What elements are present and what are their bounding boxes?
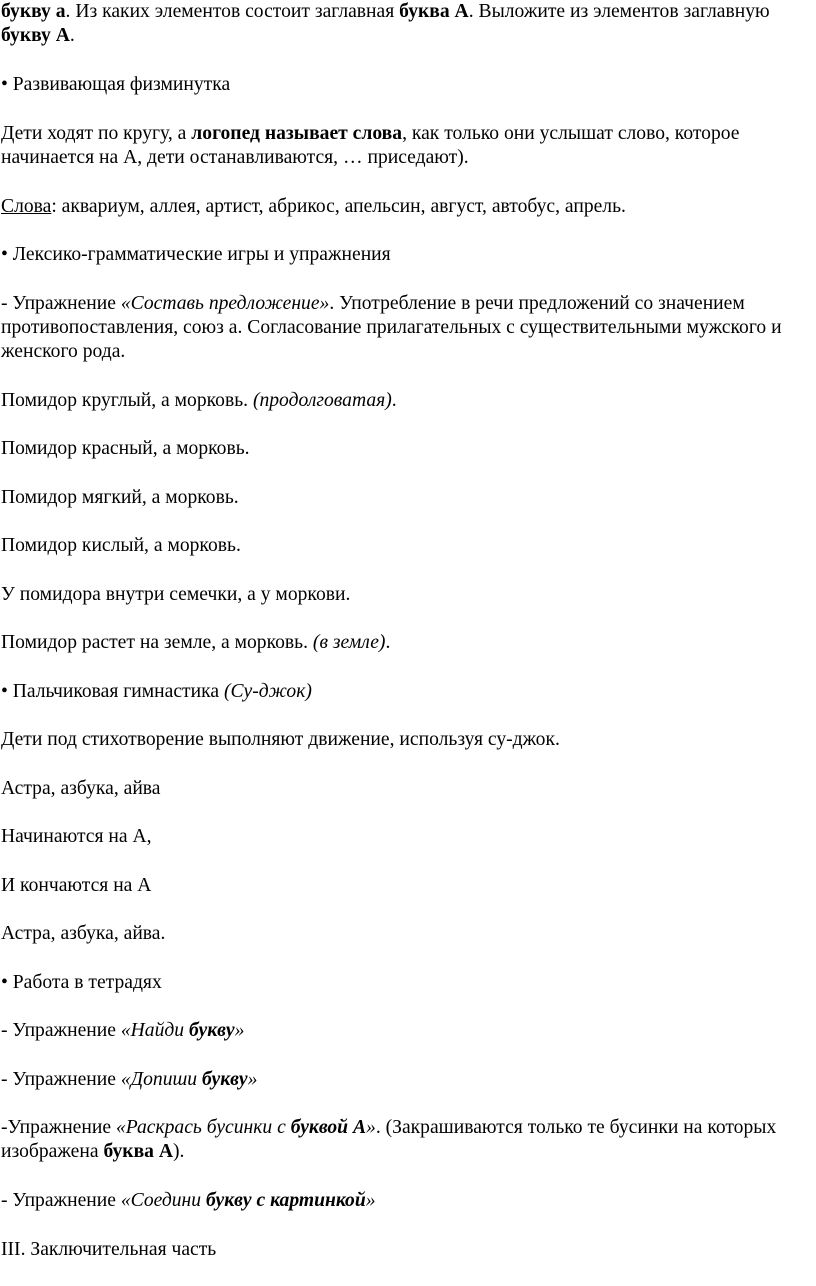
section-heading-lexical-games: • Лексико-грамматические игры и упражнения bbox=[1, 244, 391, 265]
text-run: : аквариум, аллея, артист, абрикос, апельсин, август, автобус, апрель. bbox=[51, 196, 626, 217]
italic-text: » bbox=[365, 1190, 376, 1211]
exercise-find-letter bbox=[1, 1019, 809, 1043]
italic-text: (продолговатая) bbox=[252, 390, 392, 411]
bold-italic-text: букву bbox=[189, 1020, 235, 1041]
text-run: Дети ходят по кругу, а bbox=[1, 123, 192, 144]
bold-italic-text: букву bbox=[201, 1069, 248, 1090]
section-heading-notebook-work: • Работа в тетрадях bbox=[1, 972, 162, 993]
bold-text: букву А bbox=[1, 25, 70, 46]
italic-text: «Составь предложение» bbox=[120, 293, 330, 314]
italic-text: «Соедини bbox=[120, 1190, 206, 1211]
text-run: . Выложите из элементов заглавную bbox=[468, 1, 770, 22]
italic-text: » bbox=[366, 1117, 376, 1138]
sentence-line bbox=[1, 631, 809, 655]
paragraph-exercise-make-sentence bbox=[1, 292, 809, 364]
poem-line: Астра, азбука, айва. bbox=[1, 923, 166, 944]
poem-line: И кончаются на А bbox=[1, 875, 152, 896]
sentence-line: Помидор мягкий, а морковь. bbox=[1, 487, 239, 508]
text-run: , как только они услышат слово, которое начинается на А, дети останавливаются, … приседают). bbox=[1, 123, 740, 168]
text-run: . bbox=[69, 25, 75, 46]
text-run: • Пальчиковая гимнастика bbox=[1, 681, 224, 702]
bold-text: букву а bbox=[1, 1, 66, 22]
poem-line: Астра, азбука, айва bbox=[1, 778, 161, 799]
paragraph-letter-a-elements bbox=[1, 0, 809, 48]
underlined-label: Слова bbox=[1, 196, 52, 217]
text-run: Помидор растет на земле, а морковь. bbox=[1, 632, 313, 653]
text-run: - Упражнение bbox=[1, 293, 121, 314]
italic-text: » bbox=[234, 1020, 245, 1041]
text-run: Помидор круглый, а морковь. bbox=[1, 390, 253, 411]
sentence-line: Помидор кислый, а морковь. bbox=[1, 535, 241, 556]
paragraph-word-list bbox=[1, 195, 809, 219]
text-run: . bbox=[385, 632, 391, 653]
text-run: - Упражнение bbox=[1, 1190, 121, 1211]
paragraph-su-jok: Дети под стихотворение выполняют движение, используя су-джок. bbox=[1, 729, 560, 750]
italic-text: (в земле) bbox=[312, 632, 386, 653]
italic-text: «Раскрась бусинки с bbox=[115, 1117, 291, 1138]
poem-line: Начинаются на А, bbox=[1, 826, 152, 847]
sentence-line: Помидор красный, а морковь. bbox=[1, 438, 250, 459]
sentence-line: У помидора внутри семечки, а у моркови. bbox=[1, 584, 351, 605]
exercise-connect-letter-picture bbox=[1, 1189, 809, 1213]
text-run: - Упражнение bbox=[1, 1069, 121, 1090]
text-run: . Употребление в речи предложений со значением противопоставления, союз а. Согласование прилагательных с существительными мужского и женского рода. bbox=[1, 293, 782, 362]
italic-text: » bbox=[247, 1069, 258, 1090]
text-run: -Упражнение bbox=[1, 1117, 116, 1138]
section-heading-physical-break: • Развивающая физминутка bbox=[1, 74, 231, 95]
text-run: . Из каких элементов состоит заглавная bbox=[65, 1, 400, 22]
sentence-line bbox=[1, 389, 809, 413]
exercise-complete-letter bbox=[1, 1068, 809, 1092]
paragraph-circle-game bbox=[1, 122, 809, 170]
italic-text: «Найди bbox=[120, 1020, 189, 1041]
bold-text: буква А bbox=[399, 1, 469, 22]
text-run: ). bbox=[173, 1141, 185, 1162]
italic-text: (Су-джок) bbox=[223, 681, 312, 702]
text-run: . (Закрашиваются только те бусинки на которых изображена bbox=[1, 1117, 777, 1162]
bold-italic-text: буквой А bbox=[290, 1117, 367, 1138]
italic-text: «Допиши bbox=[120, 1069, 202, 1090]
bold-text: буква А bbox=[103, 1141, 174, 1162]
bold-italic-text: букву с картинкой bbox=[205, 1190, 366, 1211]
bold-text: логопед называет слова bbox=[191, 123, 403, 144]
text-run: . bbox=[391, 390, 397, 411]
section-heading-finger-gymnastics bbox=[1, 680, 809, 704]
section-heading-final-part: III. Заключительная часть bbox=[1, 1239, 217, 1260]
text-run: - Упражнение bbox=[1, 1020, 121, 1041]
exercise-color-beads bbox=[1, 1116, 809, 1164]
